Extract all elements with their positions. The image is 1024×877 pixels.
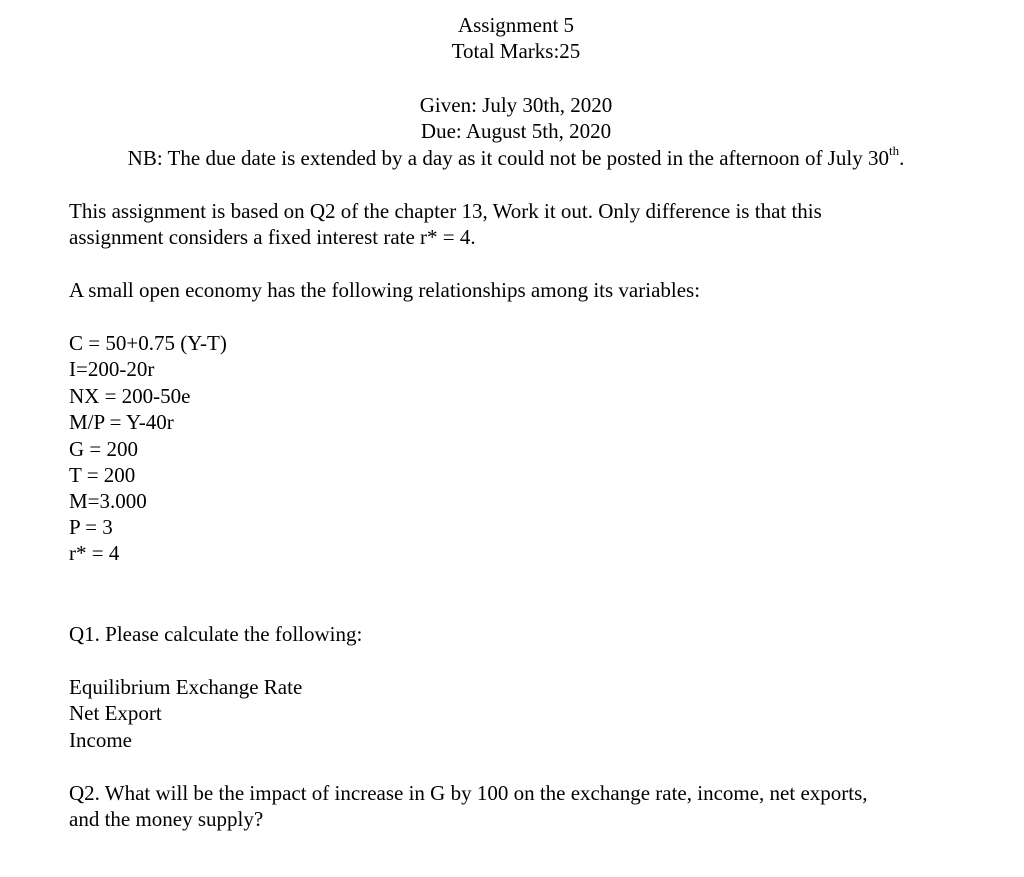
question-1-prompt: Q1. Please calculate the following:: [69, 622, 363, 646]
economy-statement: A small open economy has the following relationships among its variables:: [69, 278, 701, 302]
equation-world-interest-rate: r* = 4: [69, 541, 120, 565]
equation-investment: I=200-20r: [69, 357, 155, 381]
list-item: Equilibrium Exchange Rate: [69, 675, 303, 699]
list-item: Net Export: [69, 701, 162, 725]
intro-line-2: assignment considers a fixed interest rate r* = 4.: [69, 225, 476, 249]
equation-price-level: P = 3: [69, 515, 113, 539]
nb-note-text: NB: The due date is extended by a day as it could not be posted in the afternoon of July 30: [127, 146, 889, 170]
due-date: Due: August 5th, 2020: [420, 119, 612, 143]
equation-government: G = 200: [69, 437, 139, 461]
equation-taxes: T = 200: [69, 463, 136, 487]
equation-money-demand: M/P = Y-40r: [69, 410, 174, 434]
intro-line-1: This assignment is based on Q2 of the chapter 13, Work it out. Only difference is that this: [69, 199, 822, 223]
total-marks: Total Marks:25: [451, 39, 581, 63]
question-2-line-1: Q2. What will be the impact of increase in G by 100 on the exchange rate, income, net exports,: [69, 781, 868, 805]
nb-note-period: .: [899, 146, 905, 170]
assignment-title: Assignment 5: [457, 13, 575, 37]
given-date: Given: July 30th, 2020: [419, 93, 613, 117]
equation-consumption: C = 50+0.75 (Y-T): [69, 331, 227, 355]
question-2-line-2: and the money supply?: [69, 807, 264, 831]
nb-note: [0, 145, 1024, 171]
equation-net-exports: NX = 200-50e: [69, 384, 191, 408]
list-item: Income: [69, 728, 132, 752]
nb-note-superscript: th: [888, 143, 900, 158]
equation-money-supply: M=3.000: [69, 489, 147, 513]
